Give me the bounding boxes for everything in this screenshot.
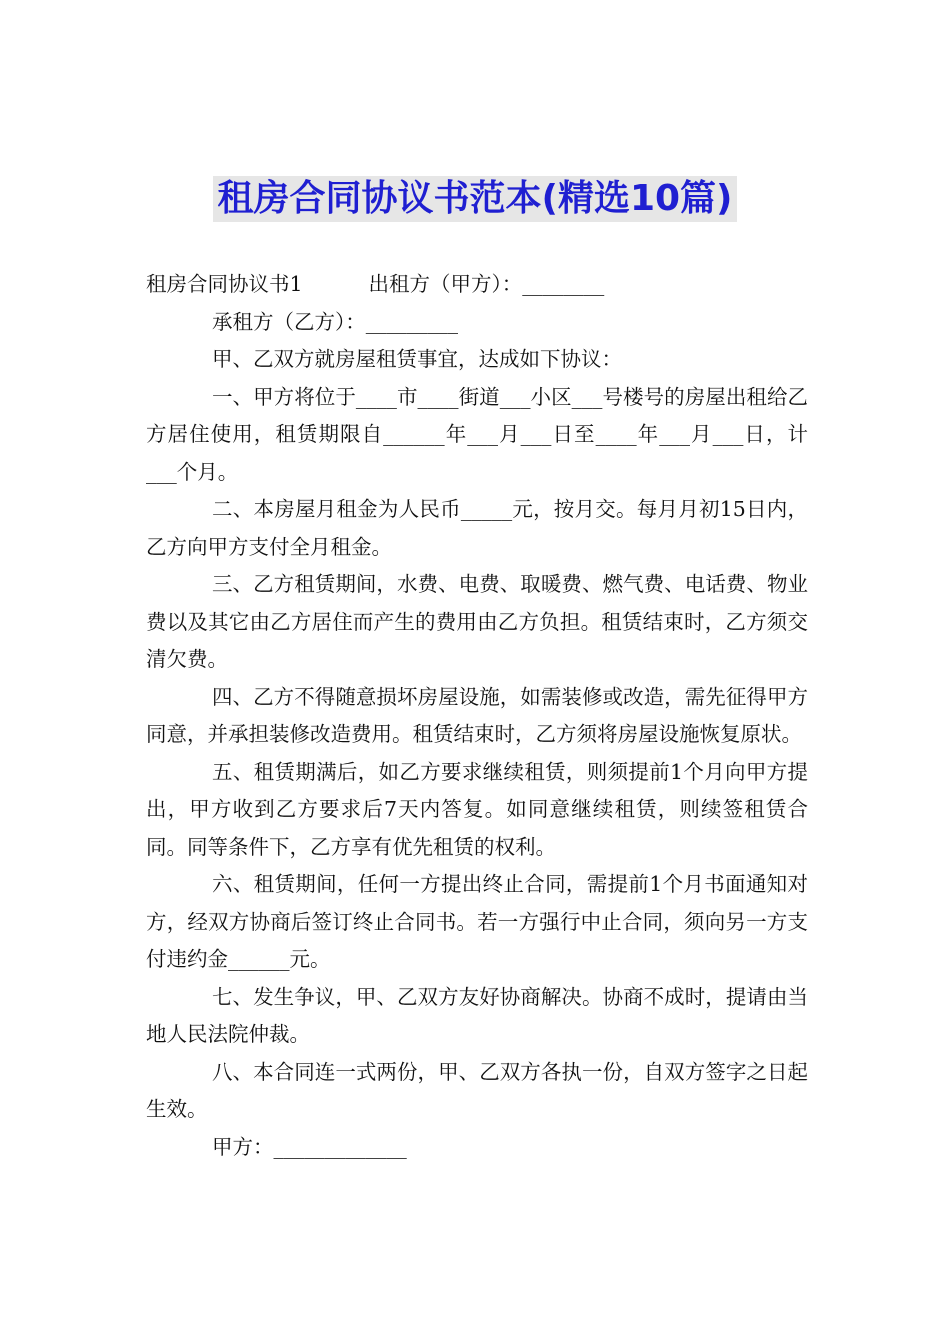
- document-title: 租房合同协议书范本(精选10篇): [213, 176, 736, 222]
- clause-8: 八、本合同连一式两份，甲、乙双方各执一份，自双方签字之日起生效。: [146, 1059, 808, 1121]
- first-line: [146, 266, 808, 304]
- lessor-line: 出租方（甲方）：________: [368, 272, 605, 296]
- document-body: [146, 266, 808, 1166]
- party-a-signature-line: 甲方：_____________: [212, 1134, 407, 1159]
- intro-paragraph: 甲、乙双方就房屋租赁事宜，达成如下协议：: [212, 347, 622, 371]
- clause-2: 二、本房屋月租金为人民币_____元，按月交。每月月初15日内，乙方向甲方支付全月租金。: [146, 497, 808, 559]
- title-container: [0, 176, 950, 222]
- clause-7: 七、发生争议，甲、乙双方友好协商解决。协商不成时，提请由当地人民法院仲裁。: [146, 984, 808, 1046]
- clause-3: 三、乙方租赁期间，水费、电费、取暖费、燃气费、电话费、物业费以及其它由乙方居住而产生的费用由乙方负担。租赁结束时，乙方须交清欠费。: [146, 572, 808, 671]
- clause-1: 一、甲方将位于____市____街道___小区___号楼号的房屋出租给乙方居住使用，租赁期限自______年___月___日至____年___月___日，计___个月。: [146, 384, 808, 484]
- lessee-line: 承租方（乙方）：_________: [212, 309, 458, 334]
- clause-4: 四、乙方不得随意损坏房屋设施，如需装修或改造，需先征得甲方同意，并承担装修改造费用。租赁结束时，乙方须将房屋设施恢复原状。: [146, 684, 808, 746]
- agreement-heading: 租房合同协议书1: [146, 272, 303, 296]
- clause-6: 六、租赁期间，任何一方提出终止合同，需提前1个月书面通知对方，经双方协商后签订终止合同书。若一方强行中止合同，须向另一方支付违约金______元。: [146, 872, 808, 971]
- clause-5: 五、租赁期满后，如乙方要求继续租赁，则须提前1个月向甲方提出，甲方收到乙方要求后7天内答复。如同意继续租赁，则续签租赁合同。同等条件下，乙方享有优先租赁的权利。: [146, 759, 808, 859]
